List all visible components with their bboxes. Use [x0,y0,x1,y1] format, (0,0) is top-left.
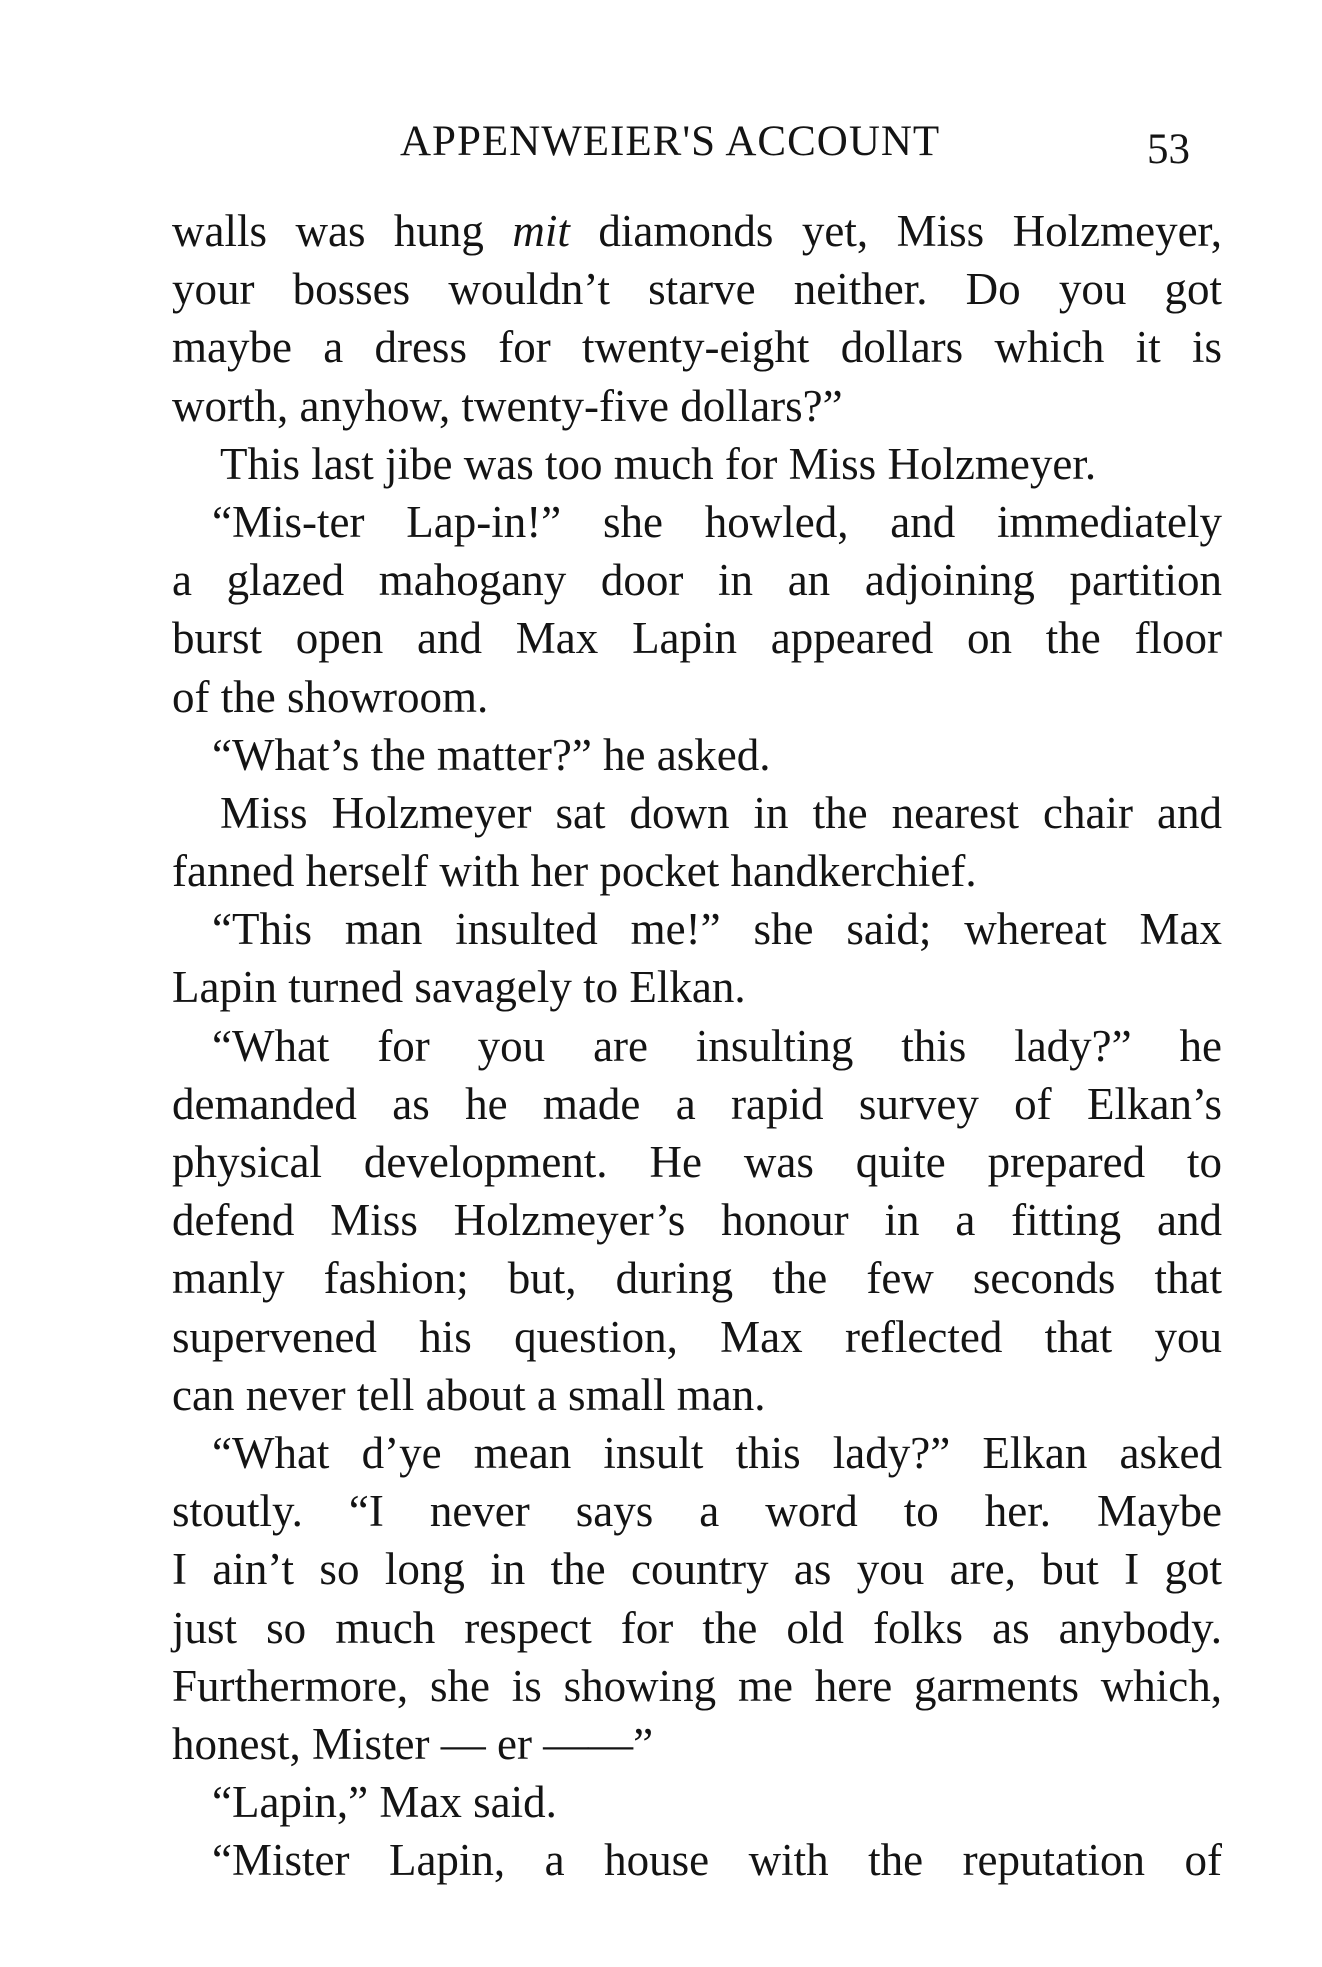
body-text [172,202,1222,1889]
text-line-14: Lapin turned savagely to Elkan. [172,962,746,1013]
text-line-18: defend Miss Holzmeyer’s honour in a fitting and [172,1195,1222,1246]
text-line-4: worth, anyhow, twenty-five dollars?” [172,380,843,431]
text-line-16: demanded as he made a rapid survey of Elkan’s [172,1078,1222,1129]
text-line-26: Furthermore, she is showing me here garments which, [172,1660,1222,1711]
text-line-23: stoutly. “I never says a word to her. Maybe [172,1486,1222,1537]
text-line-28: “Lapin,” Max said. [212,1777,557,1828]
running-title: APPENWEIER'S ACCOUNT [400,118,941,165]
text-line-11: Miss Holzmeyer sat down in the nearest chair and [220,787,1222,838]
text-line-21: can never tell about a small man. [172,1369,766,1420]
text-line-22: “What d’ye mean insult this lady?” Elkan asked [212,1427,1222,1478]
text-line-15: “What for you are insulting this lady?” he [212,1020,1222,1071]
page-number: 53 [1147,126,1190,173]
text-line-24: I ain’t so long in the country as you are, but I got [172,1544,1222,1595]
text-line-1: walls was hung mit diamonds yet, Miss Holzmeyer, [172,206,1222,256]
text-line-3: maybe a dress for twenty-eight dollars which it is [172,322,1222,373]
text-line-25: just so much respect for the old folks as anybody. [172,1602,1222,1653]
text-line-5: This last jibe was too much for Miss Holzmeyer. [220,438,1097,489]
text-line-12: fanned herself with her pocket handkerchief. [172,846,977,897]
text-line-10: “What’s the matter?” he asked. [212,729,771,780]
text-line-6: “Mis-ter Lap-in!” she howled, and immediately [212,496,1222,547]
text-line-2: your bosses wouldn’t starve neither. Do you got [172,264,1222,315]
text-line-20: supervened his question, Max reflected that you [172,1311,1222,1362]
italic-word: mit [512,206,570,256]
text-line-17: physical development. He was quite prepared to [172,1137,1222,1187]
text-line-9: of the showroom. [172,671,489,722]
text-line-19: manly fashion; but, during the few seconds that [172,1253,1222,1304]
running-head [172,115,1222,185]
text-line-7: a glazed mahogany door in an adjoining partition [172,555,1222,606]
text-line-27: honest, Mister — er ——” [172,1718,654,1769]
text-line-8: burst open and Max Lapin appeared on the floor [172,613,1222,664]
text-line-29: “Mister Lapin, a house with the reputation of [212,1835,1222,1886]
text-line-13: “This man insulted me!” she said; whereat Max [212,904,1222,955]
